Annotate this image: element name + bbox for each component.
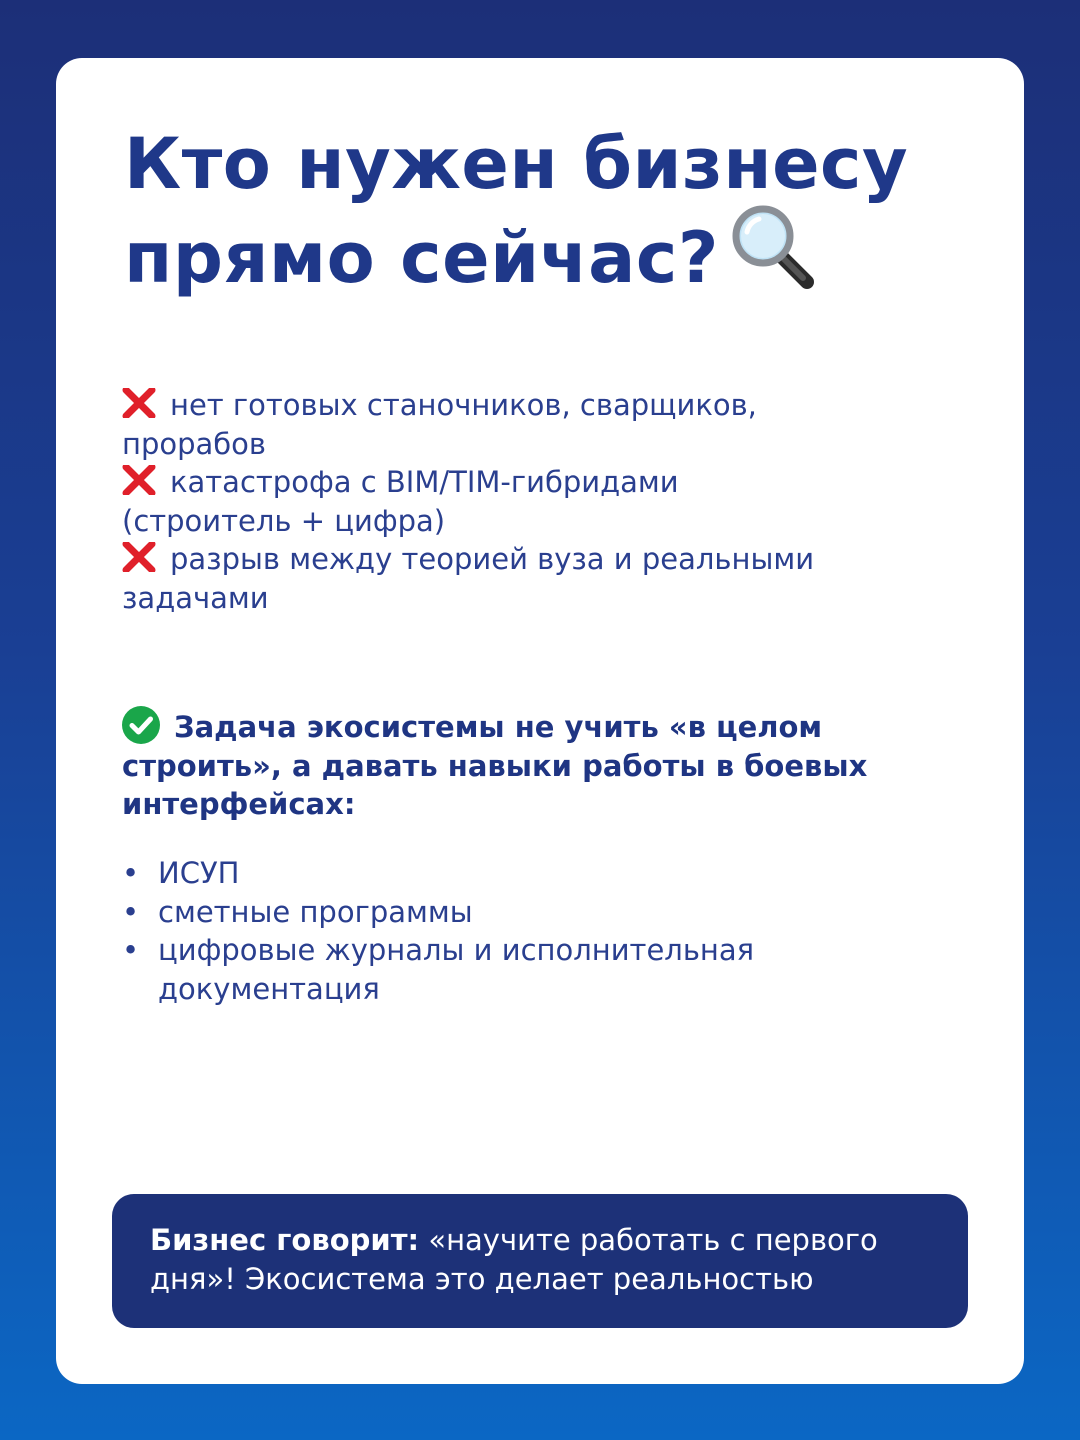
problem-text-line-1: разрыв между теорией вуза и реальными: [170, 542, 815, 576]
red-cross-icon: [122, 465, 156, 495]
business-quote-callout: [112, 1194, 968, 1328]
title-line-2: прямо сейчас?: [124, 217, 720, 300]
quote-label: Бизнес говорит:: [150, 1223, 420, 1257]
problem-text-line-2: прорабов: [122, 426, 267, 461]
magnifying-glass-icon: [729, 202, 819, 312]
list-item-text: ИСУП: [158, 856, 240, 890]
list-item-text: цифровые журналы и исполнительная: [158, 933, 755, 967]
list-item: [122, 931, 942, 1008]
title-line-1: Кто нужен бизнесу: [124, 123, 909, 205]
list-item: [122, 854, 942, 893]
list-item: [122, 893, 942, 932]
problem-text-line-1: нет готовых станочников, сварщиков,: [170, 388, 757, 422]
problem-text-line-1: катастрофа с BIM/TIM-гибридами: [170, 465, 679, 499]
problem-item: [122, 463, 942, 540]
green-check-icon: [122, 706, 160, 744]
problem-item: [122, 540, 942, 617]
problem-text-line-2: задачами: [122, 580, 269, 615]
task-line-3: интерфейсах:: [122, 787, 356, 821]
content-card: [56, 58, 1024, 1384]
interfaces-list: [122, 854, 942, 1008]
problem-text-line-2: (строитель + цифра): [122, 503, 446, 538]
task-line-1: Задача экосистемы не учить «в целом: [174, 710, 823, 744]
quote-line-1: «научите работать с первого: [428, 1223, 878, 1257]
quote-line-2: дня»! Экосистема это делает реальностью: [150, 1262, 814, 1296]
problems-list: [122, 386, 942, 617]
problem-item: [122, 386, 942, 463]
page-title: [124, 120, 964, 318]
red-cross-icon: [122, 388, 156, 418]
list-item-text: сметные программы: [158, 894, 473, 929]
business-quote-text: [150, 1221, 950, 1299]
task-statement: [122, 706, 942, 824]
bullet-dot: •: [122, 856, 140, 890]
bullet-dot: •: [122, 894, 140, 929]
task-line-2: строить», а давать навыки работы в боевых: [122, 748, 868, 783]
list-item-text-continued: документация: [158, 971, 380, 1006]
bullet-dot: •: [122, 933, 140, 967]
red-cross-icon: [122, 542, 156, 572]
